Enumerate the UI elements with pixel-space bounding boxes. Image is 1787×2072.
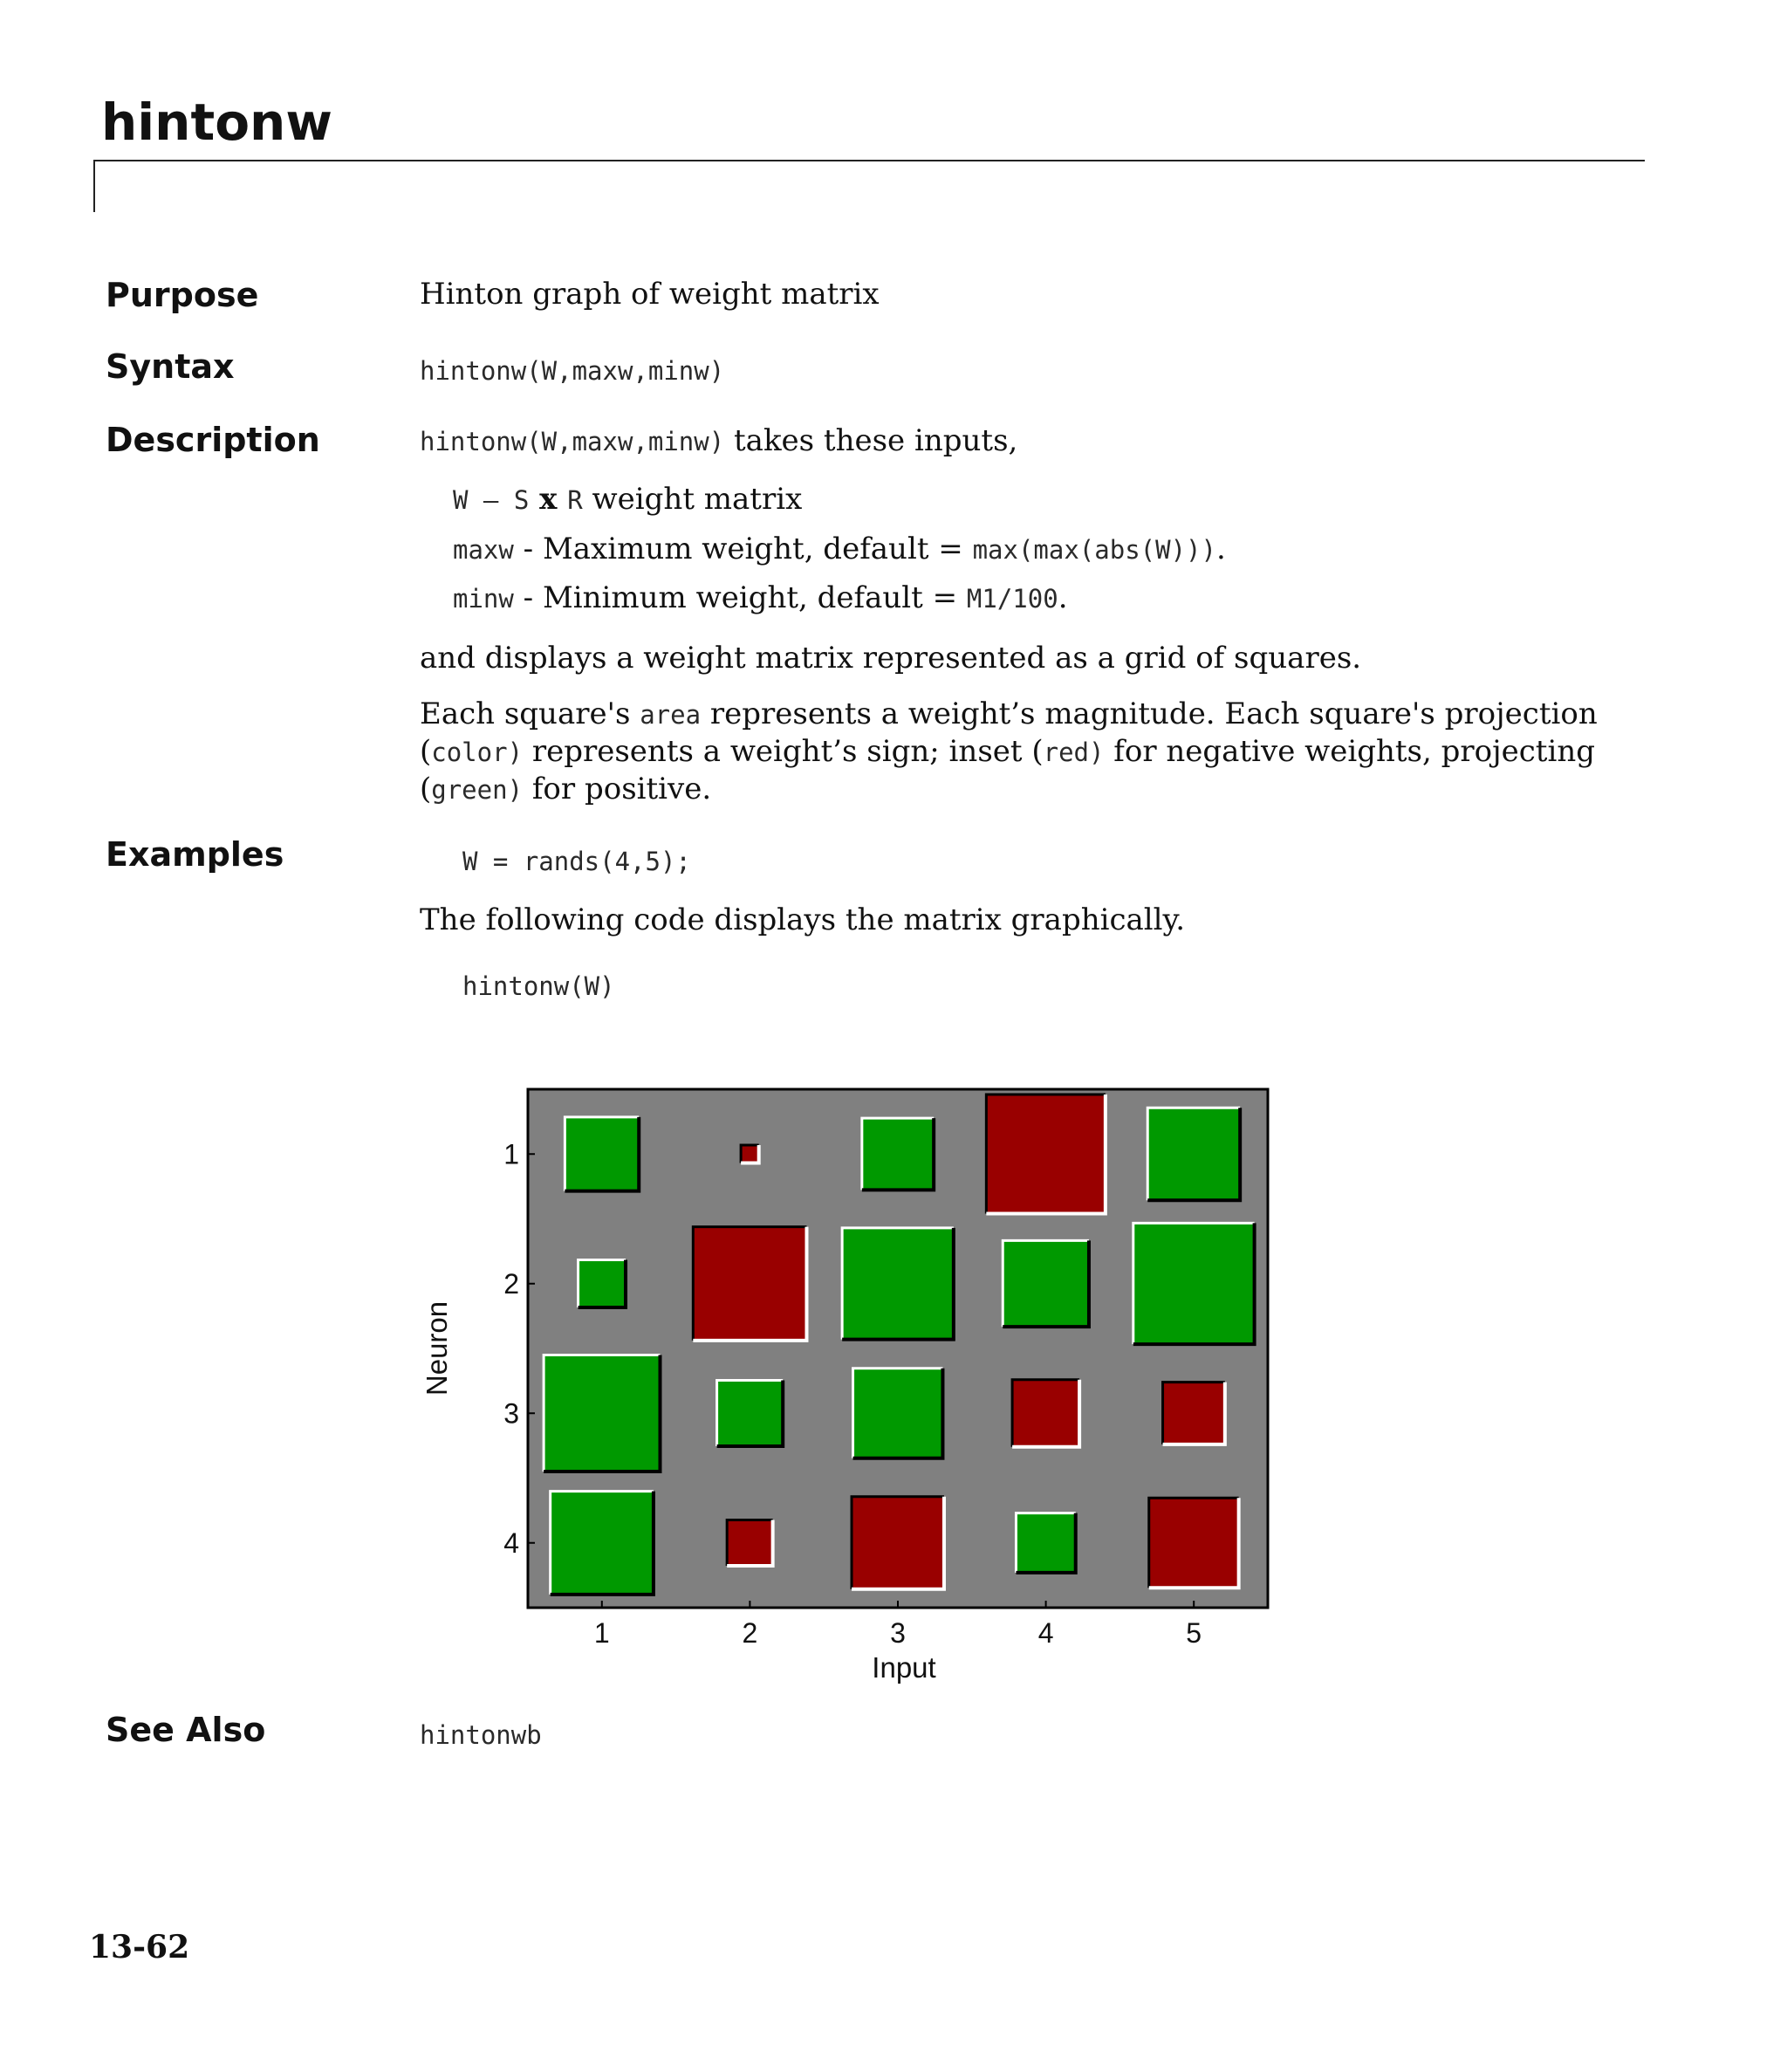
weight-square-1-4	[986, 1094, 1106, 1214]
syntax-code: hintonw(W,maxw,minw)	[420, 356, 725, 386]
input-w: W – S x R weight matrix	[453, 482, 803, 517]
weight-square-2-5	[1133, 1223, 1255, 1344]
input-maxw: maxw - Maximum weight, default = max(max(abs(W))).	[453, 532, 1226, 566]
weight-square-4-1	[551, 1492, 654, 1595]
title-rule-tick	[93, 160, 95, 212]
weight-square-4-2	[727, 1520, 772, 1566]
weight-square-1-2	[741, 1145, 759, 1163]
weight-square-2-4	[1003, 1240, 1089, 1327]
example-code-2: hintonw(W)	[462, 971, 615, 1001]
weight-square-4-4	[1016, 1513, 1075, 1573]
description-intro	[420, 422, 1667, 460]
see-also-link[interactable]: hintonwb	[420, 1720, 542, 1750]
page-number: 13-62	[89, 1929, 190, 1966]
weight-square-3-5	[1163, 1382, 1225, 1444]
y-tick-label: 1	[503, 1138, 519, 1170]
weight-square-3-3	[853, 1369, 943, 1458]
x-axis-label: Input	[872, 1651, 936, 1684]
see-also-heading: See Also	[106, 1711, 266, 1749]
input-minw: minw - Minimum weight, default = M1/100.	[453, 580, 1068, 615]
weight-square-3-2	[717, 1380, 784, 1446]
title-rule	[93, 160, 1645, 161]
weight-square-1-5	[1147, 1108, 1240, 1200]
weight-square-2-3	[842, 1228, 954, 1340]
examples-heading: Examples	[106, 835, 284, 874]
x-tick-label: 3	[890, 1617, 906, 1649]
description-heading: Description	[106, 421, 320, 459]
weight-square-3-4	[1012, 1380, 1079, 1447]
x-tick-label: 1	[593, 1617, 610, 1649]
x-tick-label: 5	[1186, 1617, 1202, 1649]
weight-square-1-1	[565, 1117, 639, 1191]
page-title: hintonw	[101, 93, 332, 152]
weight-square-1-3	[862, 1118, 934, 1190]
purpose-heading: Purpose	[106, 276, 259, 314]
purpose-text: Hinton graph of weight matrix	[420, 277, 880, 312]
example-text: The following code displays the matrix graphically.	[420, 902, 1186, 937]
intro-text: takes these inputs,	[724, 423, 1018, 458]
weight-square-2-1	[579, 1260, 626, 1307]
example-code-1: W = rands(4,5);	[462, 847, 691, 876]
weight-square-4-3	[852, 1497, 944, 1589]
x-tick-label: 2	[742, 1617, 758, 1649]
y-tick-label: 2	[503, 1267, 519, 1300]
weight-square-2-2	[693, 1227, 806, 1341]
x-tick-label: 4	[1037, 1617, 1054, 1649]
hinton-chart	[401, 1060, 1291, 1689]
y-tick-label: 3	[503, 1397, 519, 1430]
y-axis-label: Neuron	[421, 1300, 453, 1396]
syntax-heading: Syntax	[106, 347, 235, 386]
intro-code: hintonw(W,maxw,minw)	[420, 427, 725, 456]
description-para1: and displays a weight matrix represented as a grid of squares.	[420, 641, 1362, 676]
weight-square-4-5	[1149, 1498, 1239, 1588]
weight-square-3-1	[544, 1355, 660, 1472]
description-para2: Each square's area represents a weight’s magnitude. Each square's projection (color) represents a weight’s sign; inset (red) for negative weights, projecting (green) for positive.	[420, 696, 1598, 806]
y-tick-label: 4	[503, 1527, 519, 1559]
